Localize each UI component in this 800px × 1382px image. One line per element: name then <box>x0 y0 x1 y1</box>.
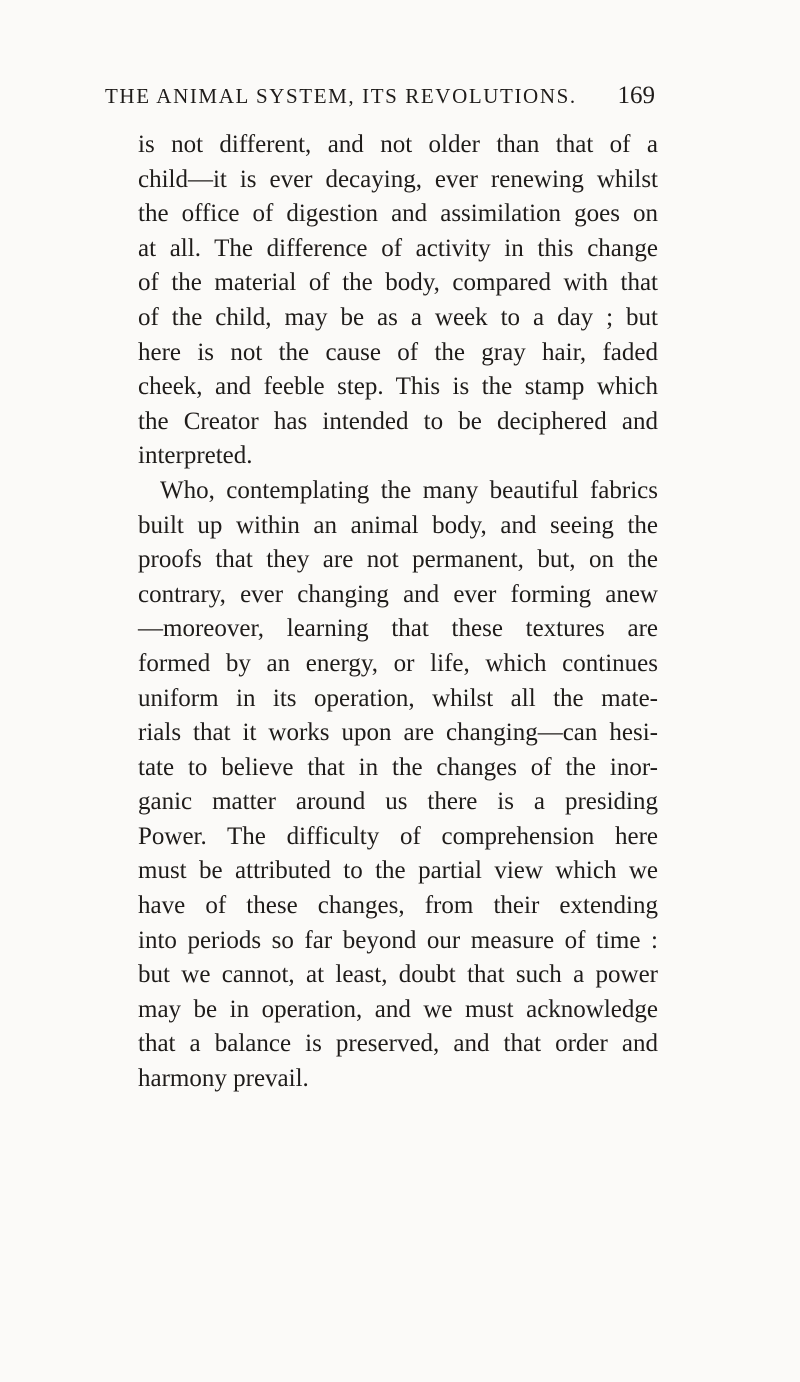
text-line: ganic matter around us there is a presiding <box>138 788 658 816</box>
text-line: must be attributed to the partial view which we <box>138 857 658 885</box>
page-number: 169 <box>617 82 655 109</box>
text-line: here is not the cause of the gray hair, faded <box>138 338 658 366</box>
text-line: is not different, and not older than that of a <box>138 131 658 158</box>
body-text <box>138 128 658 1097</box>
text-line: tate to believe that in the changes of the inor- <box>138 753 658 781</box>
paragraph-2 <box>138 474 658 1097</box>
text-line: of the material of the body, compared with that <box>138 269 658 297</box>
text-line: but we cannot, at least, doubt that such a power <box>138 961 658 989</box>
text-line: interpreted. <box>138 442 253 470</box>
text-line: at all. The difference of activity in this change <box>138 234 658 262</box>
text-line: uniform in its operation, whilst all the mate- <box>138 684 658 712</box>
text-line: proofs that they are not permanent, but, on the <box>138 546 658 574</box>
text-line: Power. The difficulty of comprehension here <box>138 822 658 850</box>
text-line: rials that it works upon are changing—can hesi- <box>138 719 658 747</box>
text-line: Who, contemplating the many beautiful fabrics <box>160 476 658 504</box>
text-line: the office of digestion and assimilation goes on <box>138 200 658 228</box>
text-line: harmony prevail. <box>138 1065 309 1093</box>
text-line: into periods so far beyond our measure of time : <box>138 926 658 954</box>
text-line: cheek, and feeble step. This is the stamp which <box>138 373 658 401</box>
text-line: that a balance is preserved, and that order and <box>138 1030 658 1058</box>
text-line: of the child, may be as a week to a day ; but <box>138 303 658 331</box>
paragraph-1 <box>138 128 658 474</box>
running-title: THE ANIMAL SYSTEM, ITS REVOLUTIONS. <box>105 84 577 108</box>
text-line: child—it is ever decaying, ever renewing whilst <box>138 165 658 193</box>
text-line: the Creator has intended to be deciphered and <box>138 407 658 435</box>
text-line: formed by an energy, or life, which continues <box>138 649 658 677</box>
text-line: have of these changes, from their extending <box>138 892 658 920</box>
text-line: contrary, ever changing and ever forming anew <box>138 580 658 608</box>
text-line: built up within an animal body, and seeing the <box>138 511 658 539</box>
running-head <box>105 81 655 111</box>
text-line: may be in operation, and we must acknowledge <box>138 995 658 1023</box>
text-line: —moreover, learning that these textures are <box>138 615 658 643</box>
